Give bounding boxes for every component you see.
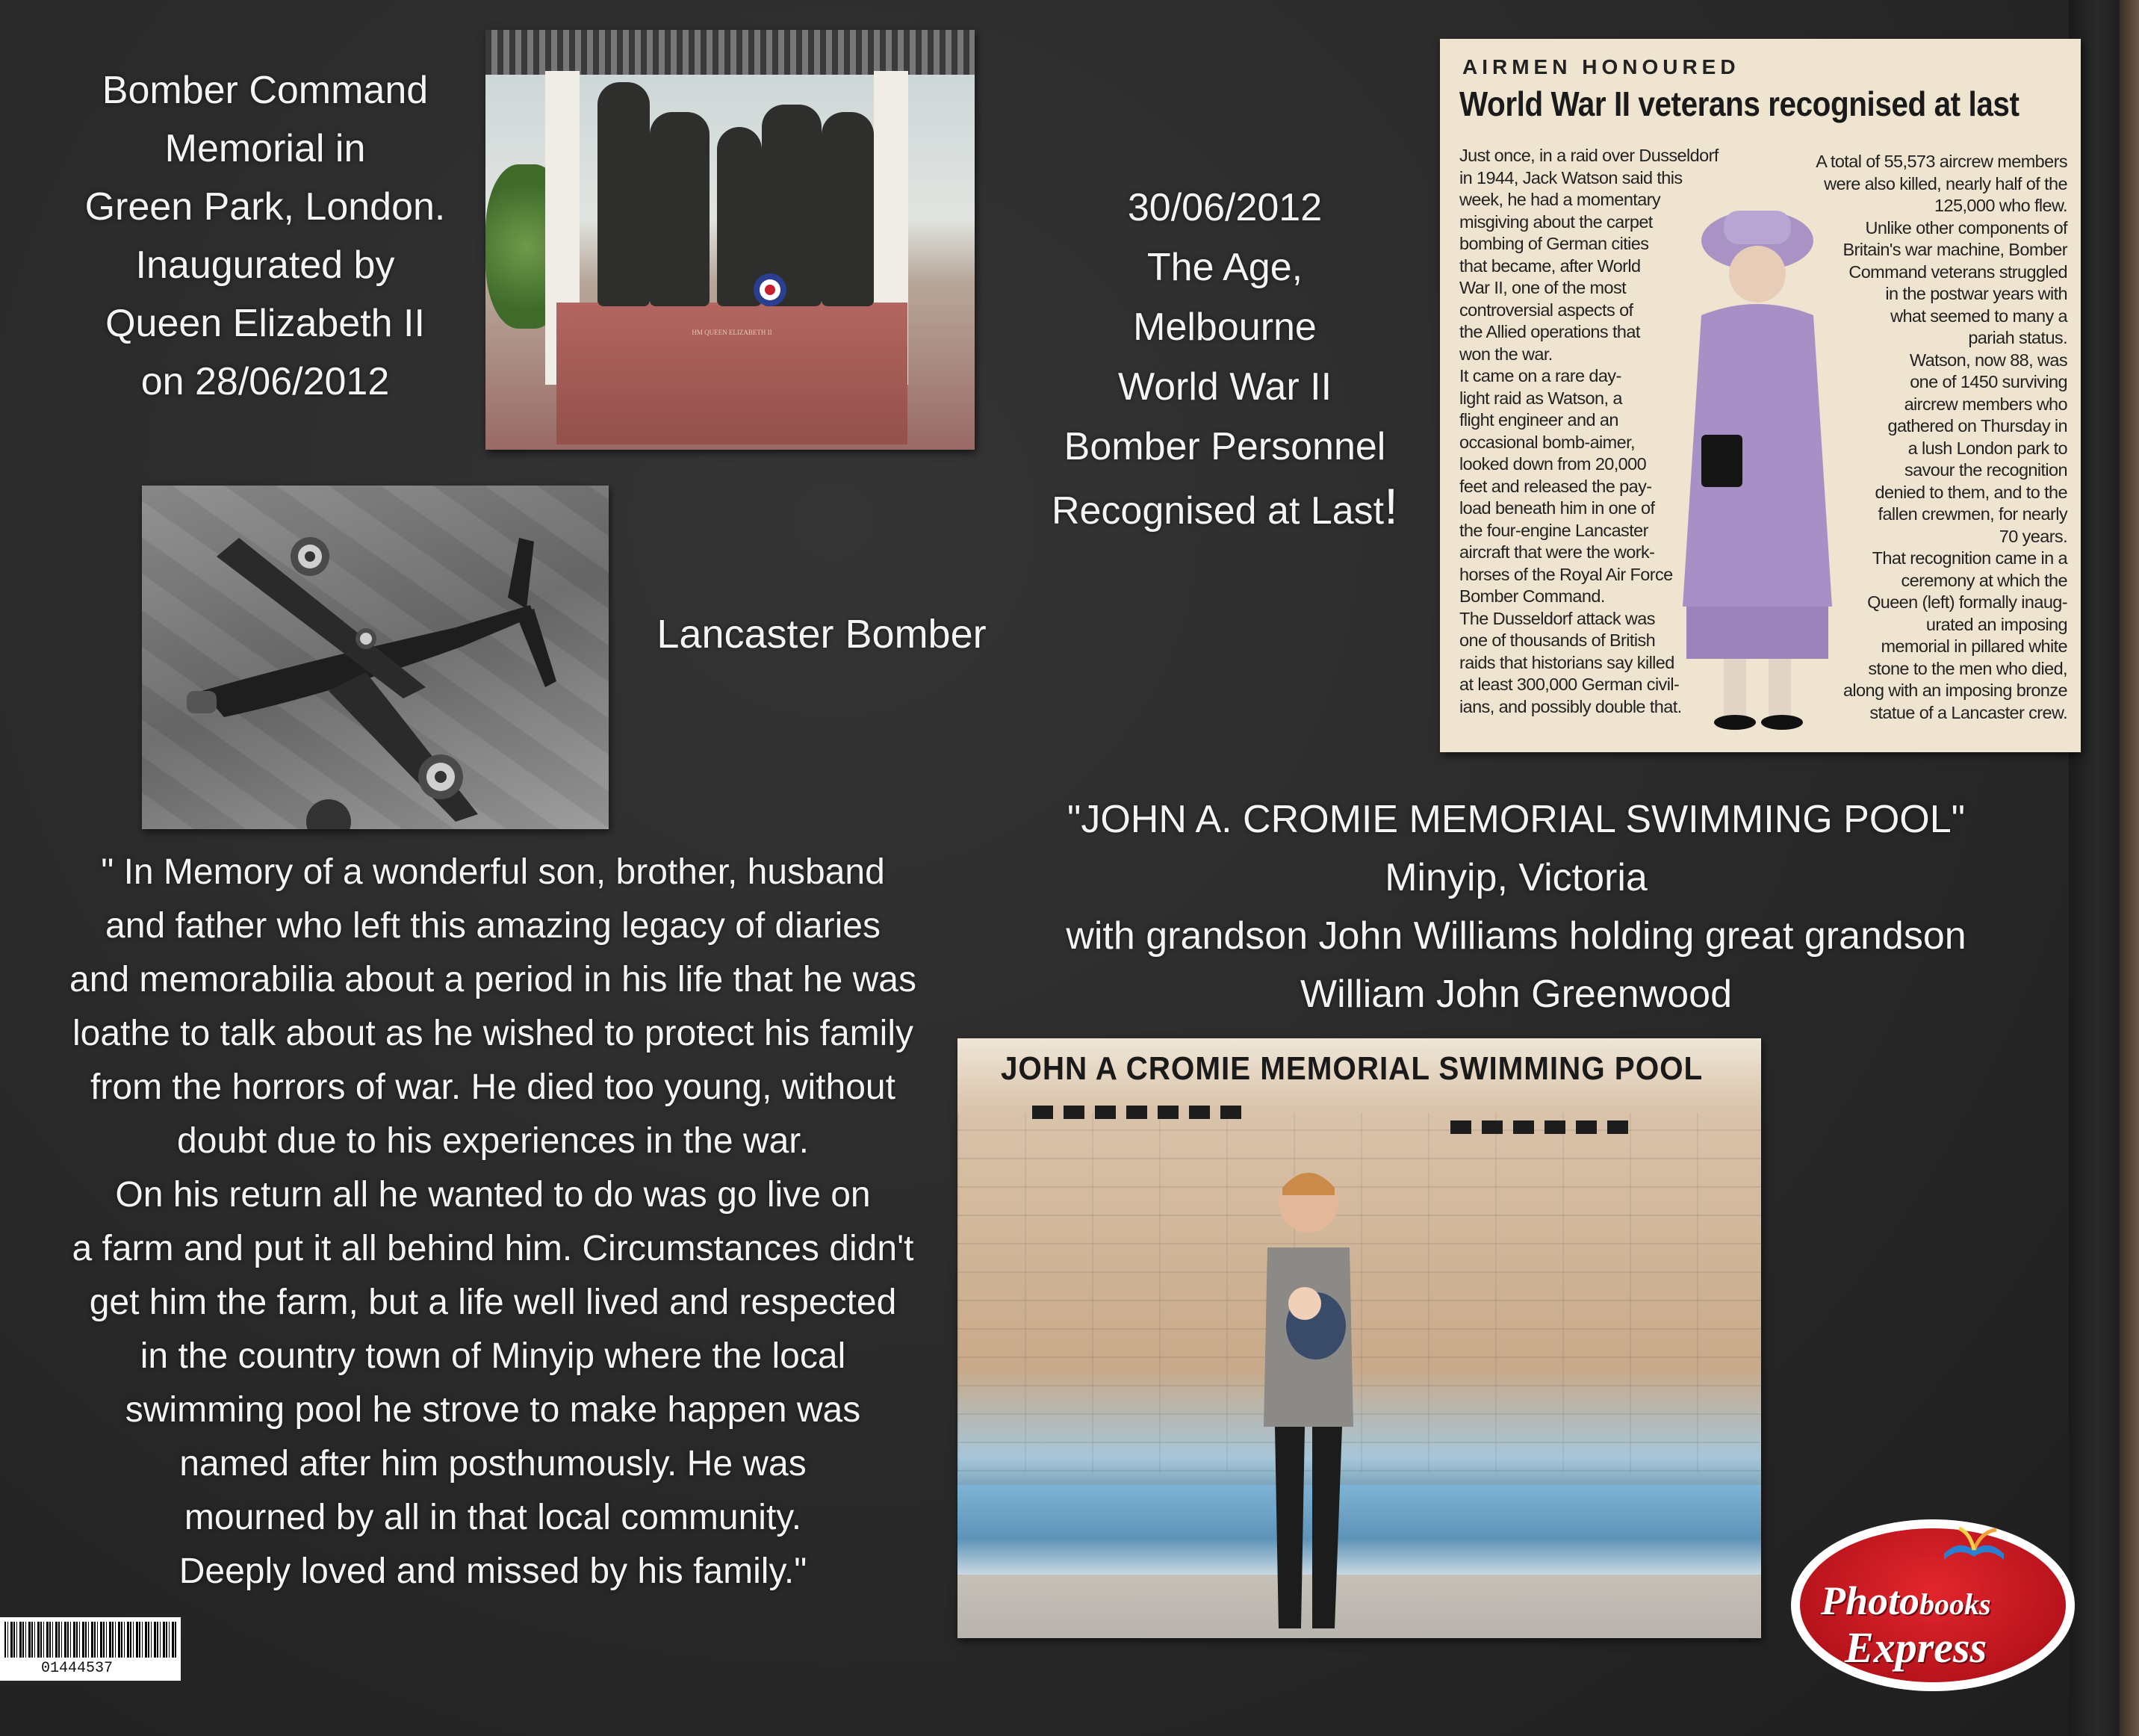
tribute-line: named after him posthumously. He was	[179, 1444, 807, 1484]
newspaper-caption-line: Melbourne	[1133, 306, 1317, 349]
tribute-line: mourned by all in that local community.	[184, 1498, 802, 1537]
logo-text-express: Express	[1845, 1623, 1987, 1672]
lancaster-caption: Lancaster Bomber	[656, 612, 987, 657]
newspaper-caption-line-last	[1001, 477, 1449, 541]
bronze-figure	[822, 112, 874, 306]
newspaper-caption-line: Bomber Personnel	[1064, 425, 1386, 468]
memorial-caption-line: Green Park, London.	[84, 185, 446, 229]
news-column-left: Just once, in a raid over Dusseldorf in 1944, Jack Watson said this week, he had a momentary misgiving about the carpet bombing of German cities that became, after World War II, one of the most controversial aspects of the Allied operations that won the war. It came on a rare day- light raid as Watson, a flight engineer and an occasional bomb-aimer, looked down from 20,000 feet and released the pay- load beneath him in one of the four-engine Lancaster aircraft that were the work- horses of the Royal Air Force Bomber Command. The Dusseldorf attack was one of thousands of British raids that historians say killed at least 300,000 German civil- ians, and possibly double that.	[1459, 146, 1719, 716]
pavilion-roof	[485, 30, 975, 75]
photobooks-express-logo	[1791, 1509, 2079, 1696]
tribute-line: Deeply loved and missed by his family."	[178, 1551, 807, 1591]
pool-caption	[993, 790, 2039, 1023]
tribute-line: in the country town of Minyip where the local	[140, 1336, 846, 1376]
pool-sign: JOHN A CROMIE MEMORIAL SWIMMING POOL	[1001, 1050, 1704, 1087]
tribute-line: from the horrors of war. He died too young, without	[90, 1067, 895, 1107]
table-edge	[2120, 0, 2139, 1736]
barcode-bars	[4, 1622, 176, 1658]
tribute-line: and memorabilia about a period in his life that he was	[69, 960, 916, 999]
newspaper-caption	[1001, 178, 1449, 541]
memorial-caption	[45, 61, 485, 411]
memorial-tribute-text	[30, 846, 956, 1599]
newspaper-caption-line: 30/06/2012	[1127, 186, 1323, 229]
newspaper-clipping	[1440, 39, 2081, 752]
pool-caption-line: Minyip, Victoria	[1385, 856, 1648, 899]
logo-text-photobooks	[1821, 1578, 1991, 1624]
exclamation: !	[1384, 478, 1399, 535]
tribute-line: loathe to talk about as he wished to protect his family	[72, 1014, 913, 1053]
lancaster-bomber-illustration	[142, 486, 609, 829]
bronze-figure	[597, 82, 650, 306]
bronze-figure	[650, 112, 710, 306]
memorial-caption-line: Bomber Command	[102, 69, 429, 112]
queen-photo	[1671, 188, 1843, 741]
memorial-photo	[485, 30, 975, 450]
memorial-caption-line: Queen Elizabeth II	[105, 302, 425, 345]
news-kicker: AIRMEN HONOURED	[1462, 55, 1740, 78]
logo-text-photo: Photo	[1821, 1578, 1920, 1623]
tribute-line: " In Memory of a wonderful son, brother, husband	[101, 852, 885, 892]
newspaper-caption-line: The Age,	[1146, 246, 1303, 289]
barcode-sticker	[0, 1617, 181, 1681]
news-column-right: A total of 55,573 aircrew members were also killed, nearly half of the 125,000 who flew. Unlike other components of Britain's war machine, Bomber Command veterans struggled in the postwar years with what seemed to many a pariah status. Watson, now 88, was one of 1450 surviving aircrew members who gathered on Thursday in a lush London park to savour the recognition denied to them, and to the fallen crewmen, for nearly 70 years. That recognition came in a ceremony at which the Queen (left) formally inaug- urated an imposing memorial in pillared white stone to the men who died, along with an imposing bronze statue of a Lancaster crew.	[1816, 152, 2067, 722]
pool-caption-line: "JOHN A. CROMIE MEMORIAL SWIMMING POOL"	[1067, 798, 1966, 841]
pool-caption-line: William John Greenwood	[1300, 973, 1733, 1016]
tribute-line: get him the farm, but a life well lived and respected	[89, 1283, 897, 1322]
lancaster-photo	[142, 486, 609, 829]
recognised-text: Recognised at Last	[1051, 489, 1385, 533]
memorial-caption-line: Inaugurated by	[135, 244, 395, 287]
tribute-line: doubt due to his experiences in the war.	[177, 1121, 809, 1161]
raf-roundel	[753, 273, 787, 307]
news-headline: World War II veterans recognised at last	[1459, 84, 2020, 123]
tribute-line: a farm and put it all behind him. Circumstances didn't	[72, 1229, 914, 1268]
tribute-line: swimming pool he strove to make happen was	[125, 1390, 861, 1430]
man-holding-baby	[1241, 1150, 1376, 1636]
book-icon	[1940, 1524, 2008, 1569]
plinth-inscription: HM QUEEN ELIZABETH II	[692, 329, 772, 336]
memorial-caption-line: on 28/06/2012	[140, 360, 390, 403]
tribute-line: On his return all he wanted to do was go live on	[115, 1175, 871, 1215]
wall-vents	[1032, 1106, 1241, 1119]
tribute-line: and father who left this amazing legacy of diaries	[105, 906, 881, 946]
wall-vents	[1450, 1120, 1628, 1134]
swimming-pool-photo	[957, 1038, 1761, 1638]
memorial-caption-line: Memorial in	[164, 127, 366, 170]
barcode-number: 01444537	[41, 1660, 114, 1677]
pool-caption-line: with grandson John Williams holding great grandson	[1066, 914, 1966, 958]
logo-text-books: books	[1919, 1587, 1991, 1621]
newspaper-caption-line: World War II	[1117, 365, 1332, 409]
